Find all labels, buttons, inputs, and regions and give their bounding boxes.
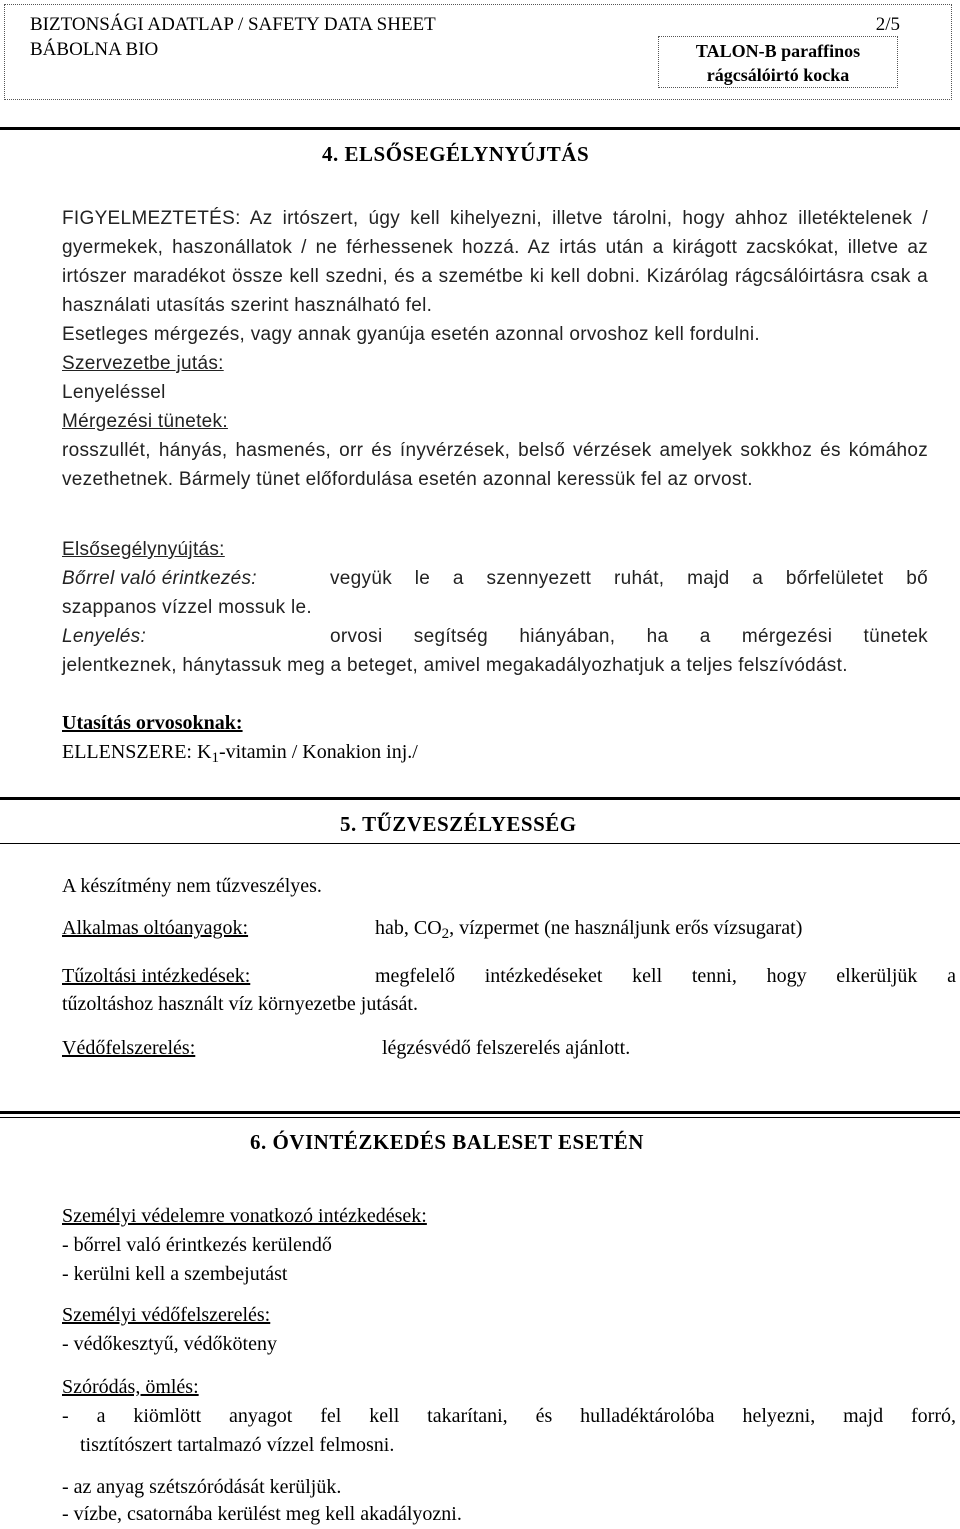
extinguish-label: Alkalmas oltóanyagok: <box>62 917 249 939</box>
extinguish-sub: 2 <box>441 926 450 942</box>
antidote-text <box>62 738 418 769</box>
firefighting-text-line1: megfelelő intézkedéseket kell tenni, hogy elkerüljük a <box>375 965 956 987</box>
extinguish-text <box>375 914 802 945</box>
product-name-box <box>658 36 898 88</box>
extinguish-post: , vízpermet (ne használjunk erős vízsugarat) <box>449 917 803 939</box>
doctors-label: Utasítás orvosoknak: <box>62 712 243 734</box>
first-aid-label: Elsősegélynyújtás: <box>62 539 225 560</box>
antidote-sub: 1 <box>211 750 219 766</box>
ingestion-label: Lenyelés: <box>62 626 147 647</box>
protective-value: légzésvédő felszerelés ajánlott. <box>382 1037 631 1059</box>
divider <box>0 797 960 800</box>
document-title: BIZTONSÁGI ADATLAP / SAFETY DATA SHEET <box>30 14 436 35</box>
suspicion-text: Esetleges mérgezés, vagy annak gyanúja esetén azonnal orvoshoz kell fordulni. <box>62 324 761 345</box>
personal-measure-item: - bőrrel való érintkezés kerülendő <box>62 1234 332 1256</box>
entry-label: Szervezetbe jutás: <box>62 353 224 374</box>
section-4-title: 4. ELSŐSEGÉLYNYÚJTÁS <box>322 142 590 166</box>
skin-contact-text-line1: vegyük le a szennyezett ruhát, majd a bőrfelületet bő <box>330 568 928 589</box>
divider <box>0 843 960 844</box>
entry-value: Lenyeléssel <box>62 382 166 403</box>
personal-measure-item: - kerülni kell a szembejutást <box>62 1263 288 1285</box>
divider <box>0 127 960 130</box>
ppe-item: - védőkesztyű, védőköteny <box>62 1333 277 1355</box>
personal-measures-label: Személyi védelemre vonatkozó intézkedések: <box>62 1205 427 1227</box>
symptoms-text: rosszullét, hányás, hasmenés, orr és ínyvérzések, belső vérzések amelyek sokkhoz és kómához vezethetnek. Bármely tünet előfordulása esetén azonnal keressük fel az orvost. <box>62 440 928 490</box>
spill-item-line2: tisztítószert tartalmazó vízzel felmosni. <box>80 1434 395 1456</box>
ingestion-text-line1: orvosi segítség hiányában, ha a mérgezési tünetek <box>330 626 928 647</box>
skin-contact-text-line2: szappanos vízzel mossuk le. <box>62 597 312 618</box>
firefighting-text-line2: tűzoltáshoz használt víz környezetbe jutását. <box>62 993 418 1015</box>
symptoms-label: Mérgezési tünetek: <box>62 411 228 432</box>
antidote-pre: ELLENSZERE: K <box>62 741 212 763</box>
company-name: BÁBOLNA BIO <box>30 39 159 60</box>
product-name-line2: rágcsálóirtó kocka <box>706 65 850 85</box>
page-number: 2/5 <box>875 14 900 35</box>
spill-item: - vízbe, csatornába kerülést meg kell akadályozni. <box>62 1503 462 1525</box>
header-left <box>30 12 436 62</box>
divider <box>0 1117 960 1118</box>
ingestion-text-rest: jelentkeznek, hánytassuk meg a beteget, amivel megakadályozhatjuk a teljes felszívódást. <box>62 655 848 676</box>
spill-label: Szóródás, ömlés: <box>62 1376 199 1398</box>
section-6-title: 6. ÓVINTÉZKEDÉS BALESET ESETÉN <box>250 1130 644 1154</box>
product-name-line1: TALON-B paraffinos <box>695 41 861 61</box>
firefighting-label: Tűzoltási intézkedések: <box>62 965 251 987</box>
warning-text: FIGYELMEZTETÉS: Az irtószert, úgy kell kihelyezni, illetve tárolni, hogy ahhoz illetéktelenek / gyermekek, haszonállatok / ne férhessenek hozzá. Az irtás után a kirágott zacskókat, illetve az irtószer maradékot össze kell szedni, és a szemétbe ki kell dobni. Kizárólag rágcsálóirtásra csak a használati utasítás szerint használható fel. <box>62 208 928 316</box>
section-5-title: 5. TŰZVESZÉLYESSÉG <box>340 812 577 836</box>
spill-item-line1: - a kiömlött anyagot fel kell takarítani, és hulladéktárolóba helyezni, majd forró, <box>62 1405 956 1427</box>
protective-label: Védőfelszerelés: <box>62 1037 196 1059</box>
skin-contact-label: Bőrrel való érintkezés: <box>62 568 257 589</box>
antidote-post: -vitamin / Konakion inj./ <box>218 741 418 763</box>
ppe-label: Személyi védőfelszerelés: <box>62 1304 271 1326</box>
spill-item: - az anyag szétszóródását kerüljük. <box>62 1476 342 1498</box>
extinguish-pre: hab, CO <box>375 917 442 939</box>
not-flammable-text: A készítmény nem tűzveszélyes. <box>62 875 322 897</box>
divider <box>0 1111 960 1114</box>
